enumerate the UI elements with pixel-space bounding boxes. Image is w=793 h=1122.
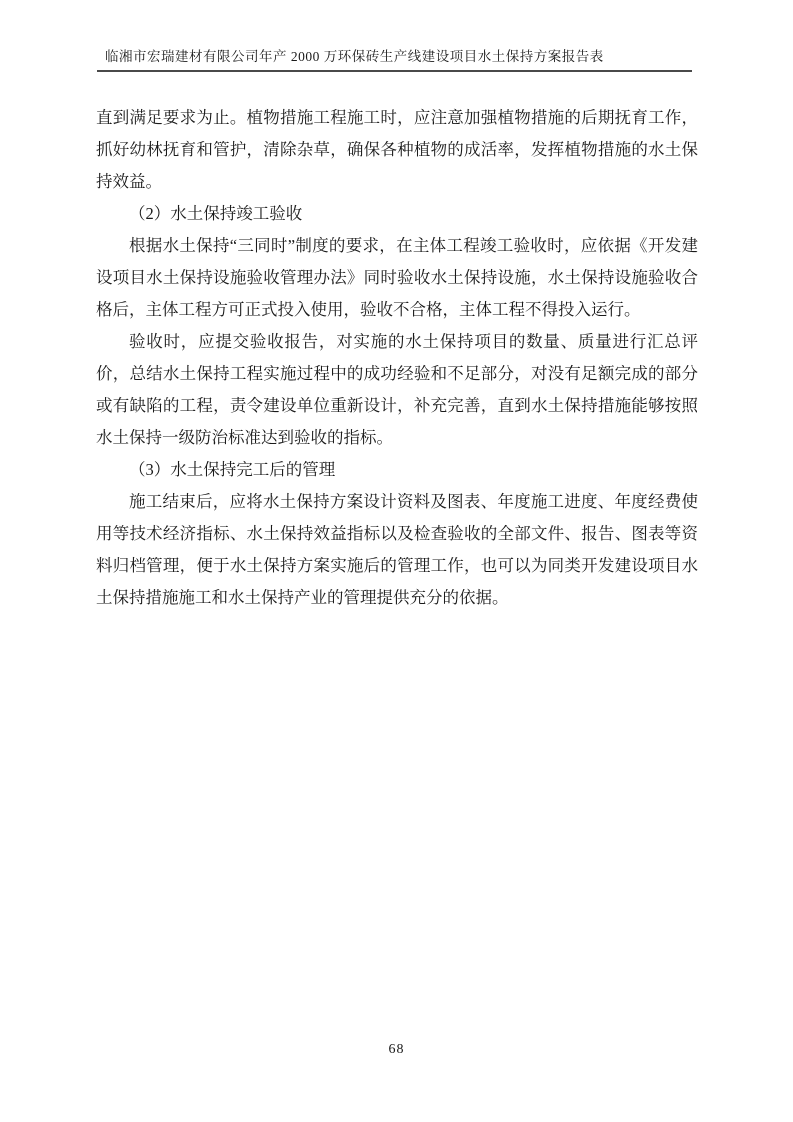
paragraph: 施工结束后，应将水土保持方案设计资料及图表、年度施工进度、年度经费使用等技术经济指标、水土保持效益指标以及检查验收的全部文件、报告、图表等资料归档管理，便于水土保持方案实施后的管理工作，也可以为同类开发建设项目水土保持措施施工和水土保持产业的管理提供充分的依据。 [96, 492, 698, 607]
document-body [96, 102, 698, 614]
header-title: 临湘市宏瑞建材有限公司年产 2000 万环保砖生产线建设项目水土保持方案报告表 [105, 49, 604, 64]
paragraph: 根据水土保持“三同时”制度的要求，在主体工程竣工验收时，应依据《开发建设项目水土保持设施验收管理办法》同时验收水土保持设施，水土保持设施验收合格后，主体工程方可正式投入使用，验收不合格，主体工程不得投入运行。 [96, 236, 698, 319]
page-footer [0, 1040, 793, 1058]
paragraph-continuation: 直到满足要求为止。植物措施工程施工时，应注意加强植物措施的后期抚育工作，抓好幼林抚育和管护，清除杂草，确保各种植物的成活率，发挥植物措施的水土保持效益。 [96, 108, 698, 191]
paragraph: 验收时，应提交验收报告，对实施的水土保持项目的数量、质量进行汇总评价，总结水土保持工程实施过程中的成功经验和不足部分，对没有足额完成的部分或有缺陷的工程，责令建设单位重新设计，补充完善，直到水土保持措施能够按照水土保持一级防治标准达到验收的指标。 [96, 332, 698, 447]
section-heading-3: （3）水土保持完工后的管理 [129, 460, 336, 479]
section-heading-2: （2）水土保持竣工验收 [129, 204, 303, 223]
page-number: 68 [388, 1042, 405, 1057]
page-header [97, 48, 692, 72]
